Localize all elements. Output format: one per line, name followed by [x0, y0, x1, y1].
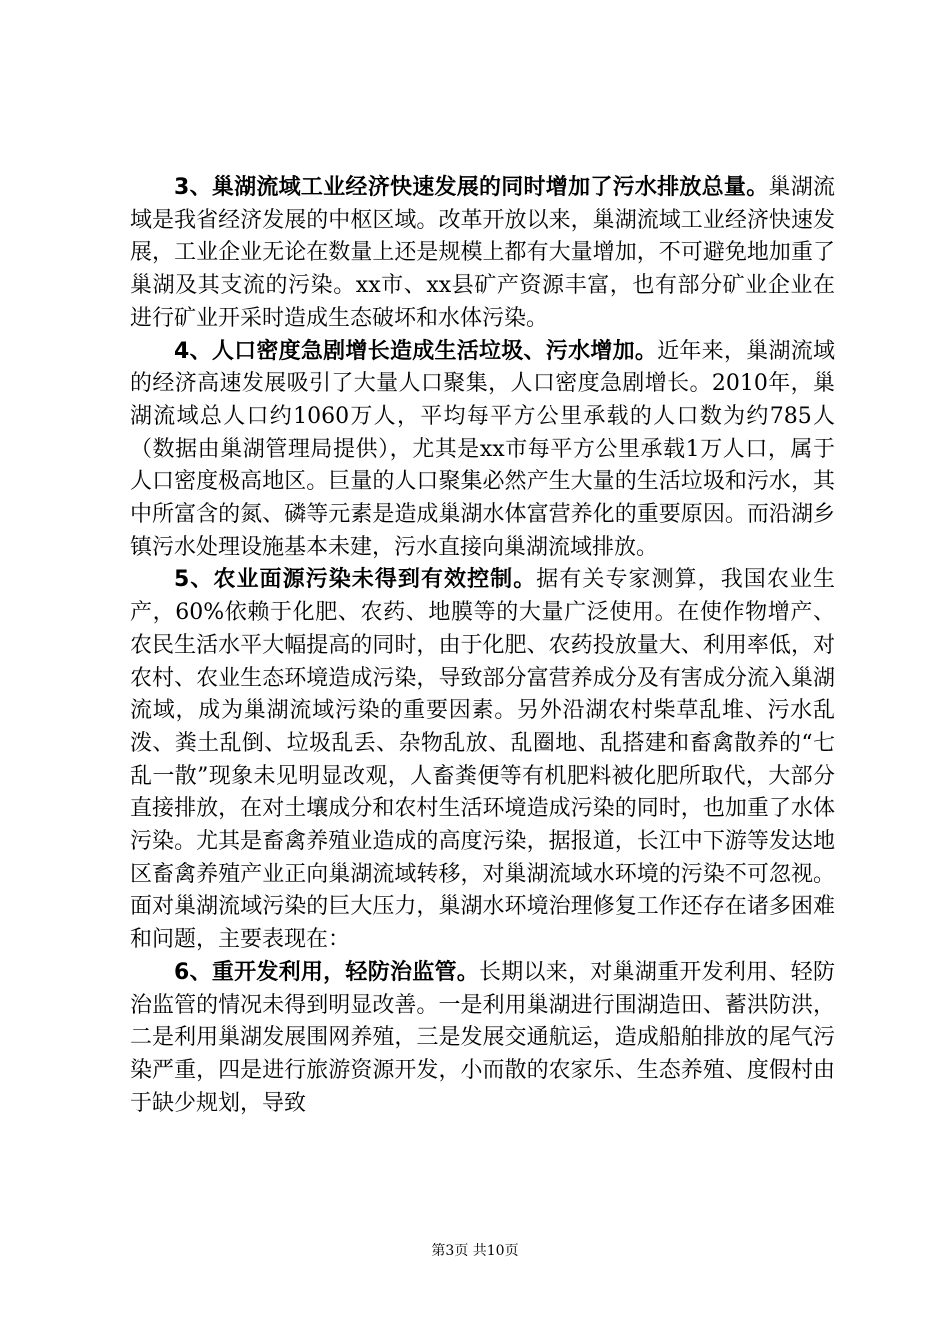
paragraph-heading: 4、人口密度急剧增长造成生活垃圾、污水增加。 — [174, 338, 658, 364]
paragraph-3 — [130, 172, 835, 336]
document-body — [130, 172, 835, 1120]
paragraph-4 — [130, 336, 835, 565]
page-number-footer: 第3页 共10页 — [431, 1243, 519, 1259]
paragraph-5 — [130, 564, 835, 956]
paragraph-heading: 6、重开发利用，轻防治监管。 — [174, 959, 480, 985]
paragraph-text: 据有关专家测算，我国农业生产，60%依赖于化肥、农药、地膜等的大量广泛使用。在使作物增产、农民生活水平大幅提高的同时，由于化肥、农药投放量大、利用率低，对农村、农业生态环境造成污染，导致部分富营养成分及有害成分流入巢湖流域，成为巢湖流域污染的重要因素。另外沿湖农村柴草乱堆、污水乱泼、粪土乱倒、垃圾乱丢、杂物乱放、乱圈地、乱搭建和畜禽散养的“七乱一散”现象未见明显改观，人畜粪便等有机肥料被化肥所取代，大部分直接排放，在对土壤成分和农村生活环境造成污染的同时，也加重了水体污染。尤其是畜禽养殖业造成的高度污染，据报道，长江中下游等发达地区畜禽养殖产业正向巢湖流域转移，对巢湖流域水环境的污染不可忽视。面对巢湖流域污染的巨大压力，巢湖水环境治理修复工作还存在诸多困难和问题，主要表现在： — [130, 567, 835, 953]
paragraph-text: 近年来，巢湖流域的经济高速发展吸引了大量人口聚集，人口密度急剧增长。2010年，巢湖流域总人口约1060万人，平均每平方公里承载的人口数为约785人（数据由巢湖管理局提供），尤其是xx市每平方公里承载1万人口，属于人口密度极高地区。巨量的人口聚集必然产生大量的生活垃圾和污水，其中所富含的氮、磷等元素是造成巢湖水体富营养化的重要原因。而沿湖乡镇污水处理设施基本未建，污水直接向巢湖流域排放。 — [130, 338, 835, 560]
paragraph-heading: 3、巢湖流域工业经济快速发展的同时增加了污水排放总量。 — [174, 175, 769, 200]
paragraph-heading: 5、农业面源污染未得到有效控制。 — [174, 567, 537, 593]
paragraph-text: 巢湖流域是我省经济发展的中枢区域。改革开放以来，巢湖流域工业经济快速发展，工业企业无论在数量上还是规模上都有大量增加，不可避免地加重了巢湖及其支流的污染。xx市、xx县矿产资源丰富，也有部分矿业企业在进行矿业开采时造成生态破坏和水体污染。 — [130, 175, 835, 331]
paragraph-6 — [130, 957, 835, 1121]
paragraph-text: 长期以来，对巢湖重开发利用、轻防治监管的情况未得到明显改善。一是利用巢湖进行围湖造田、蓄洪防洪，二是利用巢湖发展围网养殖，三是发展交通航运，造成船舶排放的尾气污染严重，四是进行旅游资源开发，小而散的农家乐、生态养殖、度假村由于缺少规划，导致 — [130, 959, 835, 1116]
